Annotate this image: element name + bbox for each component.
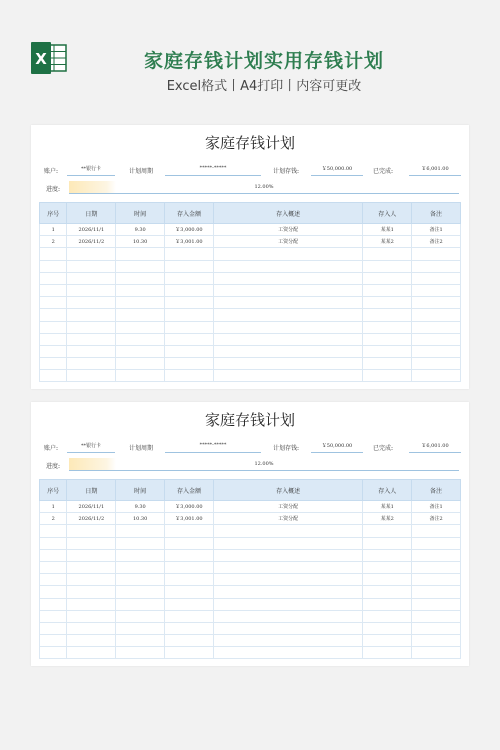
empty-cell[interactable] xyxy=(40,345,67,357)
empty-row xyxy=(40,297,461,309)
empty-cell[interactable] xyxy=(412,537,461,549)
empty-cell[interactable] xyxy=(40,309,67,321)
table-header-row xyxy=(40,203,461,224)
table-cell[interactable]: ￥3,000.00 xyxy=(165,224,214,236)
empty-cell[interactable] xyxy=(363,574,412,586)
spreadsheet-preview-1 xyxy=(31,125,469,389)
empty-cell[interactable] xyxy=(412,586,461,598)
empty-cell[interactable] xyxy=(67,272,116,284)
table-cell[interactable]: 某某1 xyxy=(363,501,412,513)
account-label: 账户: xyxy=(44,445,59,452)
empty-cell[interactable] xyxy=(165,610,214,622)
empty-cell[interactable] xyxy=(40,537,67,549)
empty-cell[interactable] xyxy=(40,635,67,647)
empty-cell[interactable] xyxy=(213,358,362,370)
empty-cell[interactable] xyxy=(40,284,67,296)
empty-cell[interactable] xyxy=(213,333,362,345)
empty-cell[interactable] xyxy=(412,248,461,260)
empty-cell[interactable] xyxy=(412,370,461,382)
page-title: 家庭存钱计划实用存钱计划 xyxy=(143,50,384,72)
progress-bar xyxy=(69,458,459,471)
svg-text:X: X xyxy=(35,50,47,68)
empty-cell[interactable] xyxy=(412,561,461,573)
empty-cell[interactable] xyxy=(116,345,165,357)
progress-value: 12.00% xyxy=(254,461,274,467)
empty-cell[interactable] xyxy=(213,525,362,537)
empty-row xyxy=(40,586,461,598)
empty-cell[interactable] xyxy=(67,260,116,272)
column-header: 序号 xyxy=(40,203,67,224)
empty-cell[interactable] xyxy=(363,525,412,537)
empty-cell[interactable] xyxy=(116,297,165,309)
empty-cell[interactable] xyxy=(363,345,412,357)
page-subtitle: Excel格式丨A4打印丨内容可更改 xyxy=(166,79,362,94)
empty-cell[interactable] xyxy=(363,370,412,382)
empty-cell[interactable] xyxy=(213,598,362,610)
table-cell[interactable]: 10.30 xyxy=(116,236,165,248)
empty-cell[interactable] xyxy=(40,248,67,260)
plan-value[interactable]: ￥50,000.00 xyxy=(311,165,363,176)
empty-cell[interactable] xyxy=(40,321,67,333)
done-value[interactable]: ￥6,001.00 xyxy=(409,442,461,453)
empty-cell[interactable] xyxy=(116,284,165,296)
empty-cell[interactable] xyxy=(363,358,412,370)
progress-value: 12.00% xyxy=(254,184,274,190)
column-header: 存入概述 xyxy=(213,480,362,501)
empty-cell[interactable] xyxy=(67,610,116,622)
empty-cell[interactable] xyxy=(213,561,362,573)
empty-cell[interactable] xyxy=(116,586,165,598)
table-row xyxy=(40,513,461,525)
savings-table xyxy=(39,479,461,659)
spreadsheet-preview-2 xyxy=(31,402,469,666)
table-cell[interactable]: 工资分配 xyxy=(213,236,362,248)
empty-cell[interactable] xyxy=(213,574,362,586)
empty-cell[interactable] xyxy=(165,260,214,272)
empty-cell[interactable] xyxy=(40,549,67,561)
empty-cell[interactable] xyxy=(213,345,362,357)
empty-cell[interactable] xyxy=(116,622,165,634)
empty-cell[interactable] xyxy=(116,647,165,659)
table-cell[interactable]: 工资分配 xyxy=(213,501,362,513)
table-cell[interactable]: 2026/11/2 xyxy=(67,236,116,248)
empty-cell[interactable] xyxy=(165,574,214,586)
empty-cell[interactable] xyxy=(412,574,461,586)
empty-row xyxy=(40,321,461,333)
column-header: 存入人 xyxy=(363,480,412,501)
done-value[interactable]: ￥6,001.00 xyxy=(409,165,461,176)
empty-row xyxy=(40,370,461,382)
empty-cell[interactable] xyxy=(412,635,461,647)
empty-cell[interactable] xyxy=(363,321,412,333)
empty-cell[interactable] xyxy=(116,260,165,272)
table-cell[interactable]: ￥3,001.00 xyxy=(165,513,214,525)
table-cell[interactable]: 备注1 xyxy=(412,501,461,513)
empty-cell[interactable] xyxy=(67,525,116,537)
empty-cell[interactable] xyxy=(363,333,412,345)
empty-cell[interactable] xyxy=(116,574,165,586)
empty-row xyxy=(40,358,461,370)
empty-row xyxy=(40,647,461,659)
empty-row xyxy=(40,345,461,357)
empty-cell[interactable] xyxy=(116,321,165,333)
empty-cell[interactable] xyxy=(213,622,362,634)
empty-cell[interactable] xyxy=(213,370,362,382)
empty-cell[interactable] xyxy=(412,549,461,561)
empty-cell[interactable] xyxy=(165,635,214,647)
empty-cell[interactable] xyxy=(67,321,116,333)
empty-cell[interactable] xyxy=(363,549,412,561)
empty-cell[interactable] xyxy=(116,309,165,321)
table-row xyxy=(40,236,461,248)
empty-cell[interactable] xyxy=(363,610,412,622)
empty-cell[interactable] xyxy=(40,272,67,284)
column-header: 存入概述 xyxy=(213,203,362,224)
empty-cell[interactable] xyxy=(363,647,412,659)
empty-row xyxy=(40,635,461,647)
column-header: 备注 xyxy=(412,480,461,501)
empty-cell[interactable] xyxy=(412,598,461,610)
empty-cell[interactable] xyxy=(165,561,214,573)
column-header: 备注 xyxy=(412,203,461,224)
empty-row xyxy=(40,598,461,610)
progress-row xyxy=(31,180,469,194)
progress-label: 进度: xyxy=(46,463,61,470)
empty-cell[interactable] xyxy=(116,561,165,573)
empty-cell[interactable] xyxy=(165,586,214,598)
empty-cell[interactable] xyxy=(116,525,165,537)
column-header: 日期 xyxy=(67,480,116,501)
empty-cell[interactable] xyxy=(67,297,116,309)
empty-cell[interactable] xyxy=(412,622,461,634)
empty-row xyxy=(40,284,461,296)
period-value[interactable]: *****-***** xyxy=(165,165,261,176)
plan-value[interactable]: ￥50,000.00 xyxy=(311,442,363,453)
empty-cell[interactable] xyxy=(67,537,116,549)
table-cell[interactable]: 备注2 xyxy=(412,236,461,248)
account-label: 账户: xyxy=(44,168,59,175)
empty-cell[interactable] xyxy=(40,586,67,598)
empty-cell[interactable] xyxy=(412,610,461,622)
empty-cell[interactable] xyxy=(40,297,67,309)
empty-cell[interactable] xyxy=(213,549,362,561)
table-cell[interactable]: 1 xyxy=(40,224,67,236)
empty-cell[interactable] xyxy=(165,345,214,357)
empty-cell[interactable] xyxy=(67,598,116,610)
table-cell[interactable]: 工资分配 xyxy=(213,224,362,236)
empty-cell[interactable] xyxy=(40,574,67,586)
empty-row xyxy=(40,525,461,537)
empty-row xyxy=(40,561,461,573)
table-cell[interactable]: ￥3,001.00 xyxy=(165,236,214,248)
empty-cell[interactable] xyxy=(165,622,214,634)
savings-table xyxy=(39,202,461,382)
done-label: 已完成: xyxy=(373,168,394,175)
empty-cell[interactable] xyxy=(165,537,214,549)
empty-cell[interactable] xyxy=(67,284,116,296)
empty-cell[interactable] xyxy=(40,561,67,573)
empty-cell[interactable] xyxy=(67,345,116,357)
empty-cell[interactable] xyxy=(165,333,214,345)
column-header: 存入金额 xyxy=(165,203,214,224)
table-cell[interactable]: 10.30 xyxy=(116,513,165,525)
empty-cell[interactable] xyxy=(363,635,412,647)
empty-cell[interactable] xyxy=(40,647,67,659)
empty-cell[interactable] xyxy=(363,598,412,610)
page-header xyxy=(0,0,500,110)
empty-cell[interactable] xyxy=(412,260,461,272)
period-label: 计划周期 xyxy=(129,168,154,175)
empty-cell[interactable] xyxy=(412,647,461,659)
empty-cell[interactable] xyxy=(165,358,214,370)
table-cell[interactable]: 某某1 xyxy=(363,224,412,236)
table-cell[interactable]: 2 xyxy=(40,513,67,525)
empty-cell[interactable] xyxy=(40,260,67,272)
table-cell[interactable]: 9.30 xyxy=(116,224,165,236)
account-value[interactable]: **银行卡 xyxy=(67,165,115,176)
empty-row xyxy=(40,549,461,561)
empty-cell[interactable] xyxy=(67,358,116,370)
info-fields xyxy=(31,163,469,177)
empty-cell[interactable] xyxy=(165,297,214,309)
empty-cell[interactable] xyxy=(116,248,165,260)
empty-cell[interactable] xyxy=(363,561,412,573)
table-cell[interactable]: 某某2 xyxy=(363,513,412,525)
progress-row xyxy=(31,457,469,471)
empty-cell[interactable] xyxy=(67,549,116,561)
table-header-row xyxy=(40,480,461,501)
empty-cell[interactable] xyxy=(40,525,67,537)
empty-row xyxy=(40,309,461,321)
empty-cell[interactable] xyxy=(165,309,214,321)
empty-cell[interactable] xyxy=(67,370,116,382)
empty-cell[interactable] xyxy=(213,586,362,598)
empty-cell[interactable] xyxy=(165,525,214,537)
empty-cell[interactable] xyxy=(67,635,116,647)
empty-cell[interactable] xyxy=(363,272,412,284)
empty-cell[interactable] xyxy=(165,598,214,610)
empty-cell[interactable] xyxy=(67,586,116,598)
empty-cell[interactable] xyxy=(67,622,116,634)
empty-cell[interactable] xyxy=(363,284,412,296)
empty-cell[interactable] xyxy=(67,309,116,321)
table-cell[interactable]: 工资分配 xyxy=(213,513,362,525)
empty-cell[interactable] xyxy=(412,333,461,345)
table-cell[interactable]: 2026/11/2 xyxy=(67,513,116,525)
empty-cell[interactable] xyxy=(213,272,362,284)
empty-cell[interactable] xyxy=(67,561,116,573)
empty-row xyxy=(40,610,461,622)
empty-cell[interactable] xyxy=(165,321,214,333)
progress-bar xyxy=(69,181,459,194)
empty-cell[interactable] xyxy=(116,549,165,561)
table-cell[interactable]: 9.30 xyxy=(116,501,165,513)
empty-cell[interactable] xyxy=(40,358,67,370)
account-value[interactable]: **银行卡 xyxy=(67,442,115,453)
empty-cell[interactable] xyxy=(412,272,461,284)
empty-cell[interactable] xyxy=(363,309,412,321)
empty-row xyxy=(40,537,461,549)
empty-cell[interactable] xyxy=(40,333,67,345)
period-value[interactable]: *****-***** xyxy=(165,442,261,453)
empty-cell[interactable] xyxy=(412,345,461,357)
table-cell[interactable]: 1 xyxy=(40,501,67,513)
column-header: 日期 xyxy=(67,203,116,224)
column-header: 存入金额 xyxy=(165,480,214,501)
plan-label: 计划存钱: xyxy=(273,168,300,175)
empty-cell[interactable] xyxy=(363,297,412,309)
empty-row xyxy=(40,248,461,260)
empty-cell[interactable] xyxy=(40,598,67,610)
empty-cell[interactable] xyxy=(412,309,461,321)
empty-cell[interactable] xyxy=(67,248,116,260)
empty-cell[interactable] xyxy=(40,622,67,634)
empty-cell[interactable] xyxy=(412,321,461,333)
table-cell[interactable]: 2026/11/1 xyxy=(67,224,116,236)
empty-row xyxy=(40,260,461,272)
column-header: 序号 xyxy=(40,480,67,501)
sheet-title: 家庭存钱计划 xyxy=(204,134,295,152)
empty-cell[interactable] xyxy=(165,248,214,260)
empty-cell[interactable] xyxy=(116,370,165,382)
empty-cell[interactable] xyxy=(363,622,412,634)
empty-cell[interactable] xyxy=(116,358,165,370)
empty-cell[interactable] xyxy=(116,537,165,549)
empty-cell[interactable] xyxy=(412,358,461,370)
empty-cell[interactable] xyxy=(213,537,362,549)
column-header: 时间 xyxy=(116,203,165,224)
plan-label: 计划存钱: xyxy=(273,445,300,452)
empty-cell[interactable] xyxy=(67,574,116,586)
empty-cell[interactable] xyxy=(165,284,214,296)
empty-cell[interactable] xyxy=(116,333,165,345)
empty-cell[interactable] xyxy=(213,635,362,647)
empty-cell[interactable] xyxy=(363,537,412,549)
empty-cell[interactable] xyxy=(363,586,412,598)
empty-cell[interactable] xyxy=(40,610,67,622)
empty-cell[interactable] xyxy=(213,321,362,333)
empty-cell[interactable] xyxy=(213,248,362,260)
table-row xyxy=(40,501,461,513)
sheet-title: 家庭存钱计划 xyxy=(204,411,295,429)
empty-row xyxy=(40,622,461,634)
period-label: 计划周期 xyxy=(129,445,154,452)
empty-cell[interactable] xyxy=(363,248,412,260)
column-header: 时间 xyxy=(116,480,165,501)
column-header: 存入人 xyxy=(363,203,412,224)
empty-cell[interactable] xyxy=(116,635,165,647)
empty-cell[interactable] xyxy=(116,610,165,622)
empty-row xyxy=(40,272,461,284)
empty-cell[interactable] xyxy=(213,647,362,659)
empty-cell[interactable] xyxy=(165,370,214,382)
empty-cell[interactable] xyxy=(213,260,362,272)
empty-cell[interactable] xyxy=(116,272,165,284)
empty-cell[interactable] xyxy=(213,284,362,296)
empty-cell[interactable] xyxy=(40,370,67,382)
empty-cell[interactable] xyxy=(412,297,461,309)
empty-row xyxy=(40,333,461,345)
empty-row xyxy=(40,574,461,586)
empty-cell[interactable] xyxy=(412,284,461,296)
empty-cell[interactable] xyxy=(116,598,165,610)
empty-cell[interactable] xyxy=(67,647,116,659)
table-cell[interactable]: 备注1 xyxy=(412,224,461,236)
table-cell[interactable]: 某某2 xyxy=(363,236,412,248)
table-cell[interactable]: 2 xyxy=(40,236,67,248)
empty-cell[interactable] xyxy=(363,260,412,272)
info-fields xyxy=(31,440,469,454)
table-cell[interactable]: 备注2 xyxy=(412,513,461,525)
table-cell[interactable]: ￥3,000.00 xyxy=(165,501,214,513)
empty-cell[interactable] xyxy=(165,647,214,659)
empty-cell[interactable] xyxy=(213,297,362,309)
empty-cell[interactable] xyxy=(213,610,362,622)
empty-cell[interactable] xyxy=(165,272,214,284)
empty-cell[interactable] xyxy=(165,549,214,561)
table-row xyxy=(40,224,461,236)
empty-cell[interactable] xyxy=(213,309,362,321)
empty-cell[interactable] xyxy=(67,333,116,345)
progress-label: 进度: xyxy=(46,186,61,193)
done-label: 已完成: xyxy=(373,445,394,452)
table-cell[interactable]: 2026/11/1 xyxy=(67,501,116,513)
empty-cell[interactable] xyxy=(412,525,461,537)
